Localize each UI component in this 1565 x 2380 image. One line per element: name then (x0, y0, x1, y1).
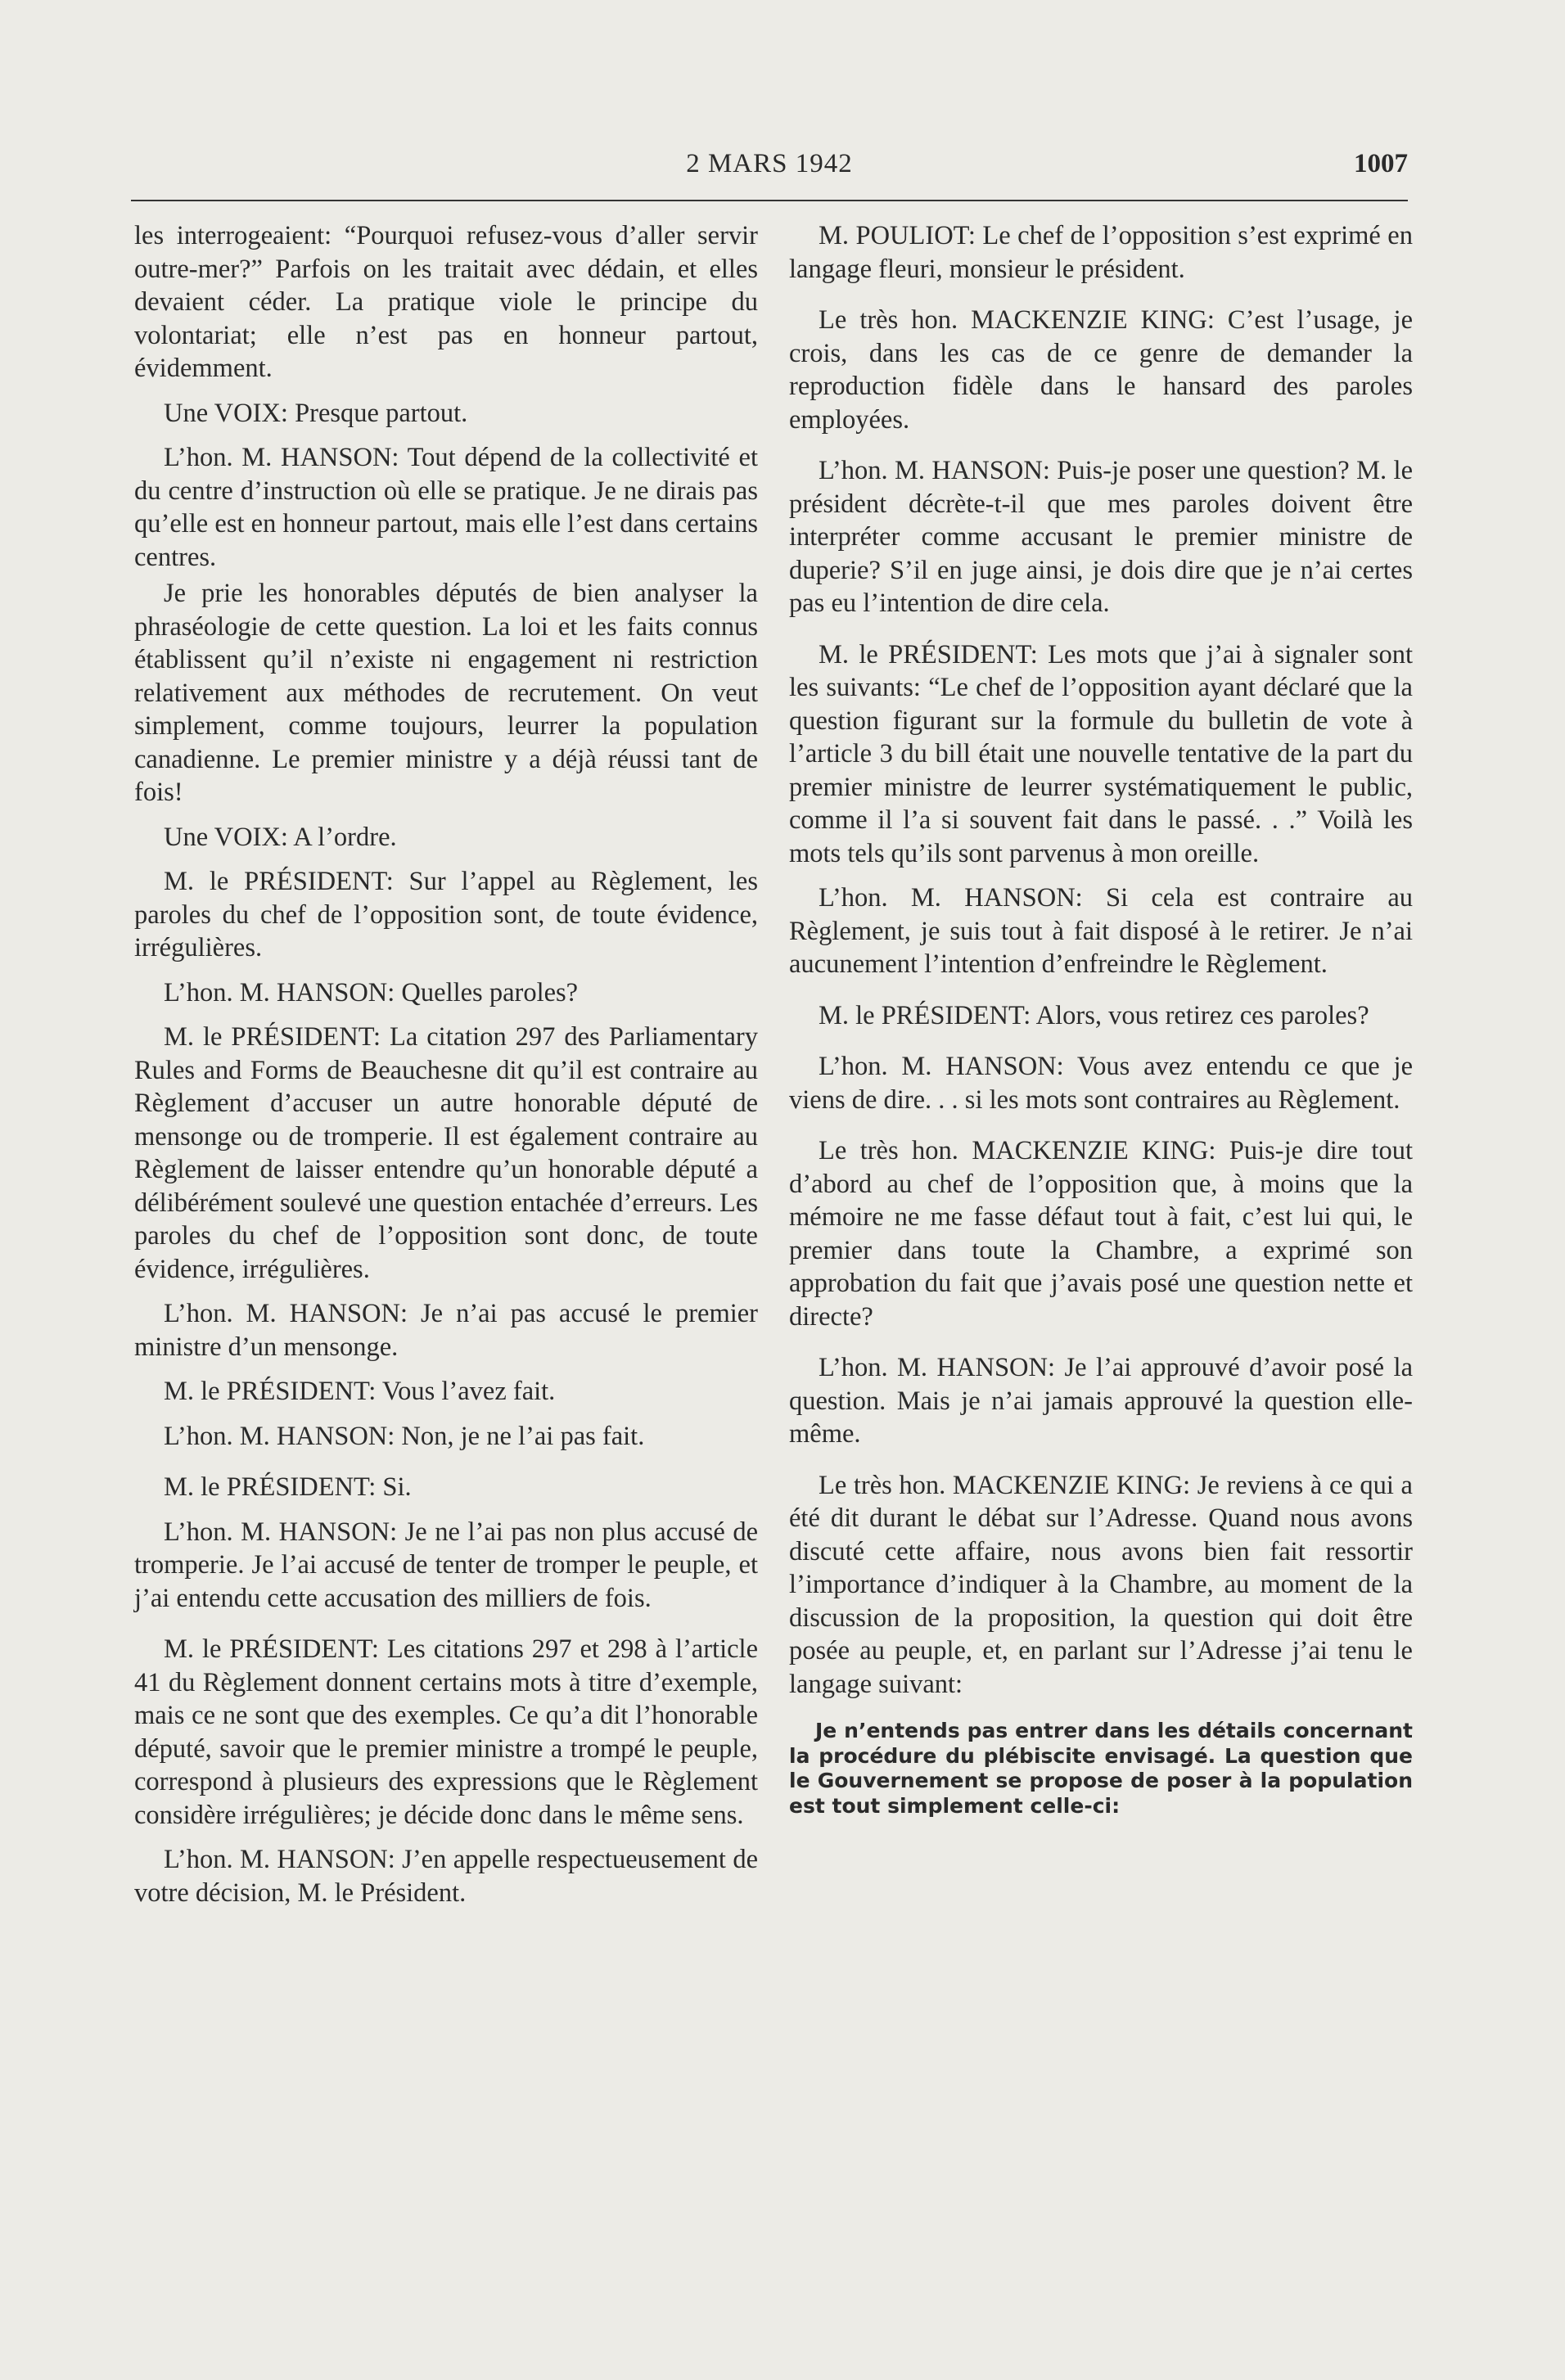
paragraph: M. POULIOT: Le chef de l’opposition s’est exprimé en langage fleuri, monsieur le président. (789, 221, 1413, 284)
paragraph: L’hon. M. HANSON: Je l’ai approuvé d’avoir posé la question. Mais je n’ai jamais approuvé la question elle-même. (789, 1353, 1413, 1449)
right-column (789, 219, 1413, 1819)
paragraph: M. le PRÉSIDENT: Alors, vous retirez ces paroles? (819, 1000, 1369, 1030)
paragraph: les interrogeaient: “Pourquoi refusez-vous d’aller servir outre-mer?” Parfois on les traitait avec dédain, et elles devaient céder. La pratique viole le principe du volontariat; elle n’est pas en honneur partout, évidemment. (134, 221, 758, 383)
paragraph: L’hon. M. HANSON: Quelles paroles? (164, 977, 579, 1007)
quoted-passage (789, 1719, 1413, 1819)
paragraph: M. le PRÉSIDENT: La citation 297 des Parliamentary Rules and Forms de Beauchesne dit qu’il est contraire au Règlement d’accuser un autre honorable député de mensonge ou de tromperie. Il est également contraire au Règlement de laisser entendre qu’un honorable député a délibérément soulevé une question entachée d’erreurs. Les paroles du chef de l’opposition sont donc, de toute évidence, irrégulières. (134, 1022, 758, 1284)
paragraph: M. le PRÉSIDENT: Les mots que j’ai à signaler sont les suivants: “Le chef de l’opposition ayant déclaré que la question figurant sur la formule du bulletin de vote à l’article 3 du bill était une nouvelle tentative de la part du premier ministre de leurrer systématiquement le public, comme il l’a si souvent fait dans le passé. . .” Voilà les mots tels qu’ils sont parvenus à mon oreille. (789, 639, 1413, 868)
paragraph: M. le PRÉSIDENT: Si. (164, 1472, 412, 1502)
page-header (131, 149, 1408, 192)
paragraph: Une VOIX: A l’ordre. (164, 822, 397, 852)
paragraph: L’hon. M. HANSON: Tout dépend de la collectivité et du centre d’instruction où elle se pratique. Je ne dirais pas qu’elle est en honneur partout, mais elle l’est dans certains centres. (134, 443, 758, 572)
left-column (134, 219, 758, 1921)
paragraph: M. le PRÉSIDENT: Les citations 297 et 298 à l’article 41 du Règlement donnent certains mots à titre d’exemple, mais ce ne sont que des exemples. Ce qu’a dit l’honorable député, savoir que le premier ministre a trompé le peuple, correspond à plusieurs des expressions que le Règlement considère irrégulières; je décide donc dans le même sens. (134, 1634, 758, 1830)
paragraph: L’hon. M. HANSON: Je ne l’ai pas non plus accusé de tromperie. Je l’ai accusé de tenter de tromper le peuple, et j’ai entendu cette accusation des milliers de fois. (134, 1517, 758, 1613)
paragraph: Je prie les honorables députés de bien analyser la phraséologie de cette question. La loi et les faits connus établissent qu’il n’existe ni engagement ni restriction relativement aux méthodes de recrutement. On veut simplement, comme toujours, leurrer la population canadienne. Le premier ministre y a déjà réussi tant de fois! (134, 579, 758, 807)
paragraph: L’hon. M. HANSON: J’en appelle respectueusement de votre décision, M. le Président. (134, 1845, 758, 1908)
paragraph: L’hon. M. HANSON: Si cela est contraire au Règlement, je suis tout à fait disposé à le retirer. Je n’ai aucunement l’intention d’enfreindre le Règlement. (789, 883, 1413, 979)
paragraph: Le très hon. MACKENZIE KING: Je reviens à ce qui a été dit durant le débat sur l’Adresse. Quand nous avons discuté cette affaire, nous avons bien fait ressortir l’importance d’indiquer à la Chambre, au moment de la discussion de la proposition, la question qui doit être posée au peuple, et, en parlant sur l’Adresse j’ai tenu le langage suivant: (789, 1470, 1413, 1699)
paragraph: M. le PRÉSIDENT: Sur l’appel au Règlement, les paroles du chef de l’opposition sont, de toute évidence, irrégulières. (134, 867, 758, 962)
paragraph: L’hon. M. HANSON: Je n’ai pas accusé le premier ministre d’un mensonge. (134, 1299, 758, 1362)
paragraph: L’hon. M. HANSON: Puis-je poser une question? M. le président décrète-t-il que mes paroles doivent être interpréter comme accusant le premier ministre de duperie? S’il en juge ainsi, je dois dire que je n’ai certes pas eu l’intention de dire cela. (789, 456, 1413, 618)
header-rule (131, 200, 1408, 201)
paragraph: M. le PRÉSIDENT: Vous l’avez fait. (164, 1377, 556, 1406)
paragraph: Le très hon. MACKENZIE KING: Puis-je dire tout d’abord au chef de l’opposition que, à moins que la mémoire ne me fasse défaut tout à fait, c’est lui qui, le premier dans toute la Chambre, a exprimé son approbation du fait que j’avais posé une question nette et directe? (789, 1136, 1413, 1332)
paragraph: Une VOIX: Presque partout. (164, 398, 468, 428)
page-date: 2 MARS 1942 (686, 149, 853, 178)
quote-text: Je n’entends pas entrer dans les détails concernant la procédure du plébiscite envisagé. La question que le Gouvernement se propose de poser à la population est tout simplement celle-ci: (789, 1719, 1413, 1818)
paragraph: Le très hon. MACKENZIE KING: C’est l’usage, je crois, dans les cas de ce genre de demander la reproduction fidèle dans le hansard des paroles employées. (789, 305, 1413, 435)
page-number: 1007 (1354, 149, 1408, 178)
paragraph: L’hon. M. HANSON: Non, je ne l’ai pas fait. (164, 1421, 645, 1451)
paragraph: L’hon. M. HANSON: Vous avez entendu ce que je viens de dire. . . si les mots sont contraires au Règlement. (789, 1052, 1413, 1115)
